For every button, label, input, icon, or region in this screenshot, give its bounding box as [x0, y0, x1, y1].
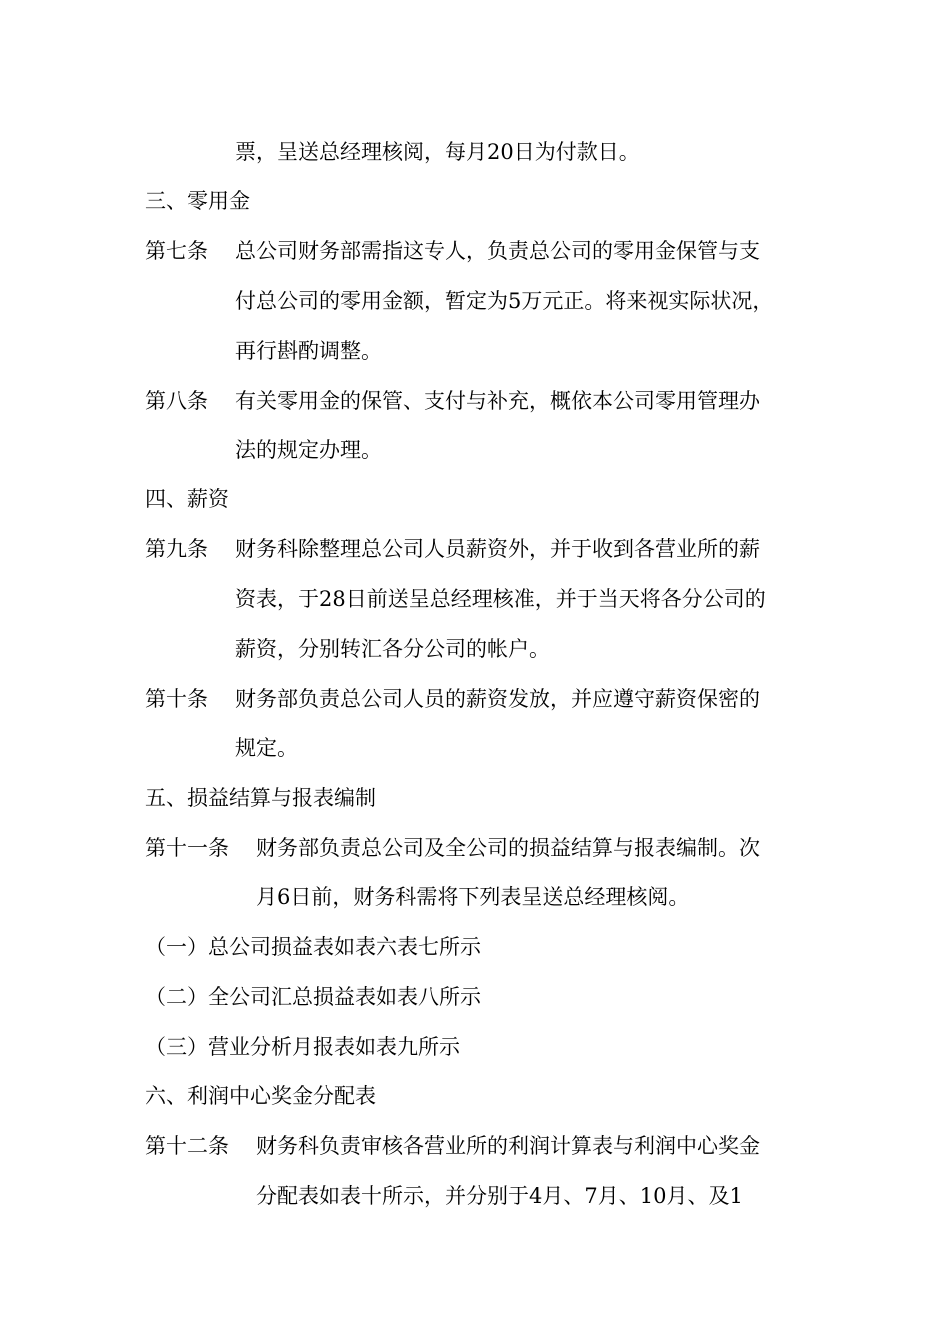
section-heading: 四、薪资 [145, 487, 229, 511]
list-item: （二）全公司汇总损益表如表八所示 [145, 985, 481, 1009]
text-line: 规定。 [235, 736, 298, 760]
article-label: 第十二条 [145, 1134, 229, 1158]
section-heading: 五、损益结算与报表编制 [145, 786, 376, 810]
text-line: 有关零用金的保管、支付与补充，概依本公司零用管理办 [235, 389, 760, 413]
section-heading: 三、零用金 [145, 189, 250, 213]
article-label: 第八条 [145, 389, 208, 413]
text-line: 分配表如表十所示，并分别于4月、7月、10月、及1 [256, 1184, 743, 1208]
section-heading: 六、利润中心奖金分配表 [145, 1084, 376, 1108]
text-line: 票，呈送总经理核阅，每月20日为付款日。 [235, 140, 640, 164]
text-line: 财务部负责总公司及全公司的损益结算与报表编制。次 [256, 836, 760, 860]
text-line: 付总公司的零用金额，暂定为5万元正。将来视实际状况， [235, 289, 774, 313]
text-line: 财务科除整理总公司人员薪资外，并于收到各营业所的薪 [235, 537, 760, 561]
article-label: 第九条 [145, 537, 208, 561]
text-line: 月6日前，财务科需将下列表呈送总经理核阅。 [256, 885, 690, 909]
list-item: （一）总公司损益表如表六表七所示 [145, 935, 481, 959]
article-label: 第七条 [145, 239, 208, 263]
text-line: 总公司财务部需指这专人，负责总公司的零用金保管与支 [235, 239, 760, 263]
text-line: 财务部负责总公司人员的薪资发放，并应遵守薪资保密的 [235, 687, 760, 711]
list-item: （三）营业分析月报表如表九所示 [145, 1035, 460, 1059]
text-line: 财务科负责审核各营业所的利润计算表与利润中心奖金 [256, 1134, 760, 1158]
article-label: 第十条 [145, 687, 208, 711]
text-line: 再行斟酌调整。 [235, 339, 382, 363]
text-line: 薪资，分别转汇各分公司的帐户。 [235, 637, 550, 661]
text-line: 资表，于28日前送呈总经理核准，并于当天将各分公司的 [235, 587, 766, 611]
text-line: 法的规定办理。 [235, 438, 382, 462]
article-label: 第十一条 [145, 836, 229, 860]
